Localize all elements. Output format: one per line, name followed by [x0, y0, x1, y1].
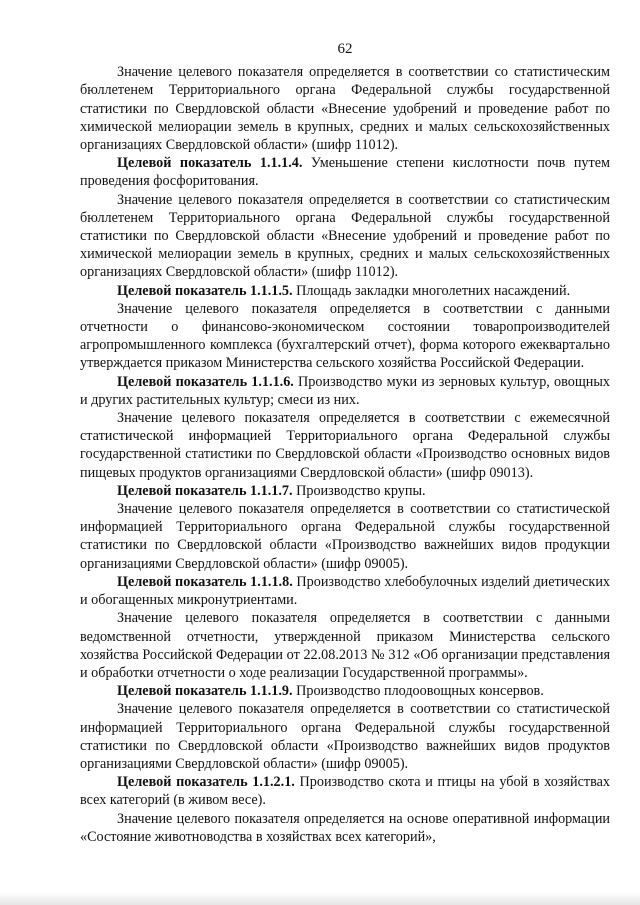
- paragraph: [80, 609, 610, 682]
- page-edge-shadow: [0, 892, 640, 905]
- paragraph-text: Значение целевого показателя определяется в соответствии со статистической информацией Территориального органа Федеральной службы государственной статистики по Свердловской области «Производство важнейших видов продукции организациями Свердловской области» (шифр 09005).: [80, 501, 610, 572]
- paragraph: [80, 300, 610, 373]
- paragraph-text: Значение целевого показателя определяется в соответствии со статистическим бюллетенем Территориального органа Федеральной службы государственной статистики по Свердловской области «Внесение удобрений и проведение работ по химической мелиорации земель в крупных, средних и малых сельскохозяйственных организациях Свердловской области» (шифр 11012).: [80, 191, 610, 281]
- paragraph: [80, 63, 610, 154]
- paragraph-text: Производство крупы.: [292, 482, 426, 499]
- paragraph: [80, 282, 610, 300]
- indicator-heading: Целевой показатель 1.1.1.4.: [117, 155, 303, 172]
- paragraph: [80, 700, 610, 773]
- paragraph: [80, 373, 610, 409]
- indicator-heading: Целевой показатель 1.1.1.7.: [117, 482, 293, 499]
- paragraph-text: Значение целевого показателя определяется в соответствии с данными отчетности о финансово-экономическом состоянии товаропроизводителей агропромышленного комплекса (бухгалтерский отчет), форма которого ежеквартально утверждается приказом Министерства сельского хозяйства Российской Федерации.: [80, 300, 610, 372]
- indicator-heading: Целевой показатель 1.1.1.8.: [117, 573, 293, 590]
- paragraph: [80, 682, 610, 700]
- paragraph-text: Уменьшение степени кислотности почв путем проведения фосфоритования.: [80, 155, 610, 190]
- paragraph-text: Значение целевого показателя определяется на основе оперативной информации «Состояние животноводства в хозяйствах всех категорий»,: [80, 810, 610, 845]
- paragraph: [80, 773, 610, 809]
- paragraph-text: Производство скота и птицы на убой в хозяйствах всех категорий (в живом весе).: [80, 774, 610, 809]
- paragraph-text: Значение целевого показателя определяется в соответствии с ежемесячной статистической информацией Территориального органа Федеральной службы государственной статистики по Свердловской области «Производство основных видов пищевых продуктов организациями Свердловской области» (шифр 09013).: [80, 410, 610, 481]
- indicator-heading: Целевой показатель 1.1.1.6.: [117, 373, 294, 390]
- paragraph: [80, 573, 610, 609]
- paragraph-text: Площадь закладки многолетних насаждений.: [292, 282, 571, 299]
- paragraph-text: Производство муки из зерновых культур, овощных и других растительных культур; смеси из них.: [80, 373, 610, 408]
- paragraph: [80, 191, 610, 282]
- paragraph: [80, 409, 610, 482]
- paragraph: [80, 482, 610, 500]
- page-number: 62: [337, 41, 353, 57]
- paragraph-text: Значение целевого показателя определяется в соответствии со статистической информацией Территориального органа Федеральной службы государственной статистики по Свердловской области «Производство важнейших видов продуктов организациями Свердловской области» (шифр 09005).: [80, 701, 610, 772]
- indicator-heading: Целевой показатель 1.1.1.9.: [117, 683, 293, 700]
- indicator-heading: Целевой показатель 1.1.2.1.: [117, 774, 295, 791]
- paragraph-text: Производство плодоовощных консервов.: [292, 683, 544, 700]
- paragraph-text: Значение целевого показателя определяется в соответствии с данными ведомственной отчетности, утвержденной приказом Министерства сельского хозяйства Российской Федерации от 22.08.2013 № 312 «Об организации представления и обработки отчетности о ходе реализации Государственной программы».: [80, 610, 610, 681]
- paragraph-text: Производство хлебобулочных изделий диетических и обогащенных микронутриентами.: [80, 573, 611, 609]
- paragraph-text: Значение целевого показателя определяется в соответствии со статистическим бюллетенем Территориального органа Федеральной службы государственной статистики по Свердловской области «Внесение удобрений и проведение работ по химической мелиорации земель в крупных, средних и малых сельскохозяйственных организациях Свердловской области» (шифр 11012).: [80, 64, 610, 154]
- indicator-heading: Целевой показатель 1.1.1.5.: [117, 282, 293, 299]
- paragraph: [80, 810, 610, 846]
- paragraph: [80, 500, 610, 573]
- paragraph: [80, 154, 610, 190]
